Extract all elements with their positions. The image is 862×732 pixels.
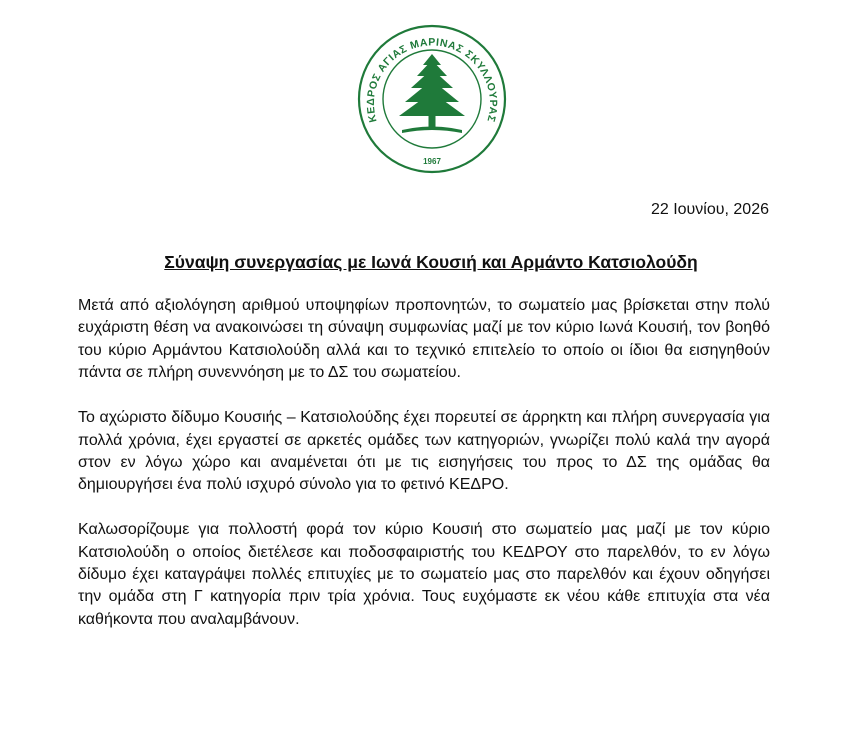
body-paragraph-2: Το αχώριστο δίδυμο Κουσιής – Κατσιολούδης έχει πορευτεί σε άρρηκτη και πλήρη συνεργασία για πολλά χρόνια, έχει εργαστεί σε αρκετές ομάδες των κατηγοριών, γνωρίζει πολύ καλά την αγορά στον εν λόγω χώρο και αναμένεται ότι με τις εισηγήσεις του προς το ΔΣ της ομάδας θα δημιουργήσει ένα πολύ ισχυρό σύνολο για το φετινό ΚΕΔΡΟ.	[78, 409, 770, 494]
document-date: 22 Ιουνίου, 2026	[650, 201, 769, 218]
club-logo	[357, 24, 507, 174]
announcement-body	[78, 295, 770, 654]
cedar-tree-icon	[399, 54, 465, 133]
body-paragraph-3: Καλωσορίζουμε για πολλοστή φορά τον κύριο Κουσιή στο σωματείο μας μαζί με τον κύριο Κατσιολούδη ο οποίος διετέλεσε και ποδοσφαιριστής του ΚΕΔΡΟΥ στο παρελθόν, το εν λόγω δίδυμο έχει καταγράψει πολλές επιτυχίες με το σωματείο μας στο παρελθόν και έχουν οδηγήσει την ομάδα στη Γ κατηγορία πριν τρία χρόνια. Τους ευχόμαστε εκ νέου κάθε επιτυχία στα νέα καθήκοντα που αναλαμβάνουν.	[78, 521, 770, 628]
announcement-title: Σύναψη συνεργασίας με Ιωνά Κουσιή και Αρμάντο Κατσιολούδη	[164, 252, 698, 272]
logo-arc-text: ΚΕΔΡΟΣ ΑΓΙΑΣ ΜΑΡΙΝΑΣ ΣΚΥΛΛΟΥΡΑΣ	[364, 36, 500, 124]
logo-year: 1967	[423, 157, 441, 166]
body-paragraph-1: Μετά από αξιολόγηση αριθμού υποψηφίων προπονητών, το σωματείο μας βρίσκεται στην πολύ ευχάριστη θέση να ανακοινώσει τη σύναψη συμφωνίας μαζί με τον κύριο Ιωνά Κουσιή, τον βοηθό του κύριο Αρμάντου Κατσιολούδη αλλά και το τεχνικό επιτελείο το οποίο οι ίδιοι θα εισηγηθούν πάντα σε πλήρη συνεννόηση με το ΔΣ του σωματείου.	[78, 297, 770, 382]
